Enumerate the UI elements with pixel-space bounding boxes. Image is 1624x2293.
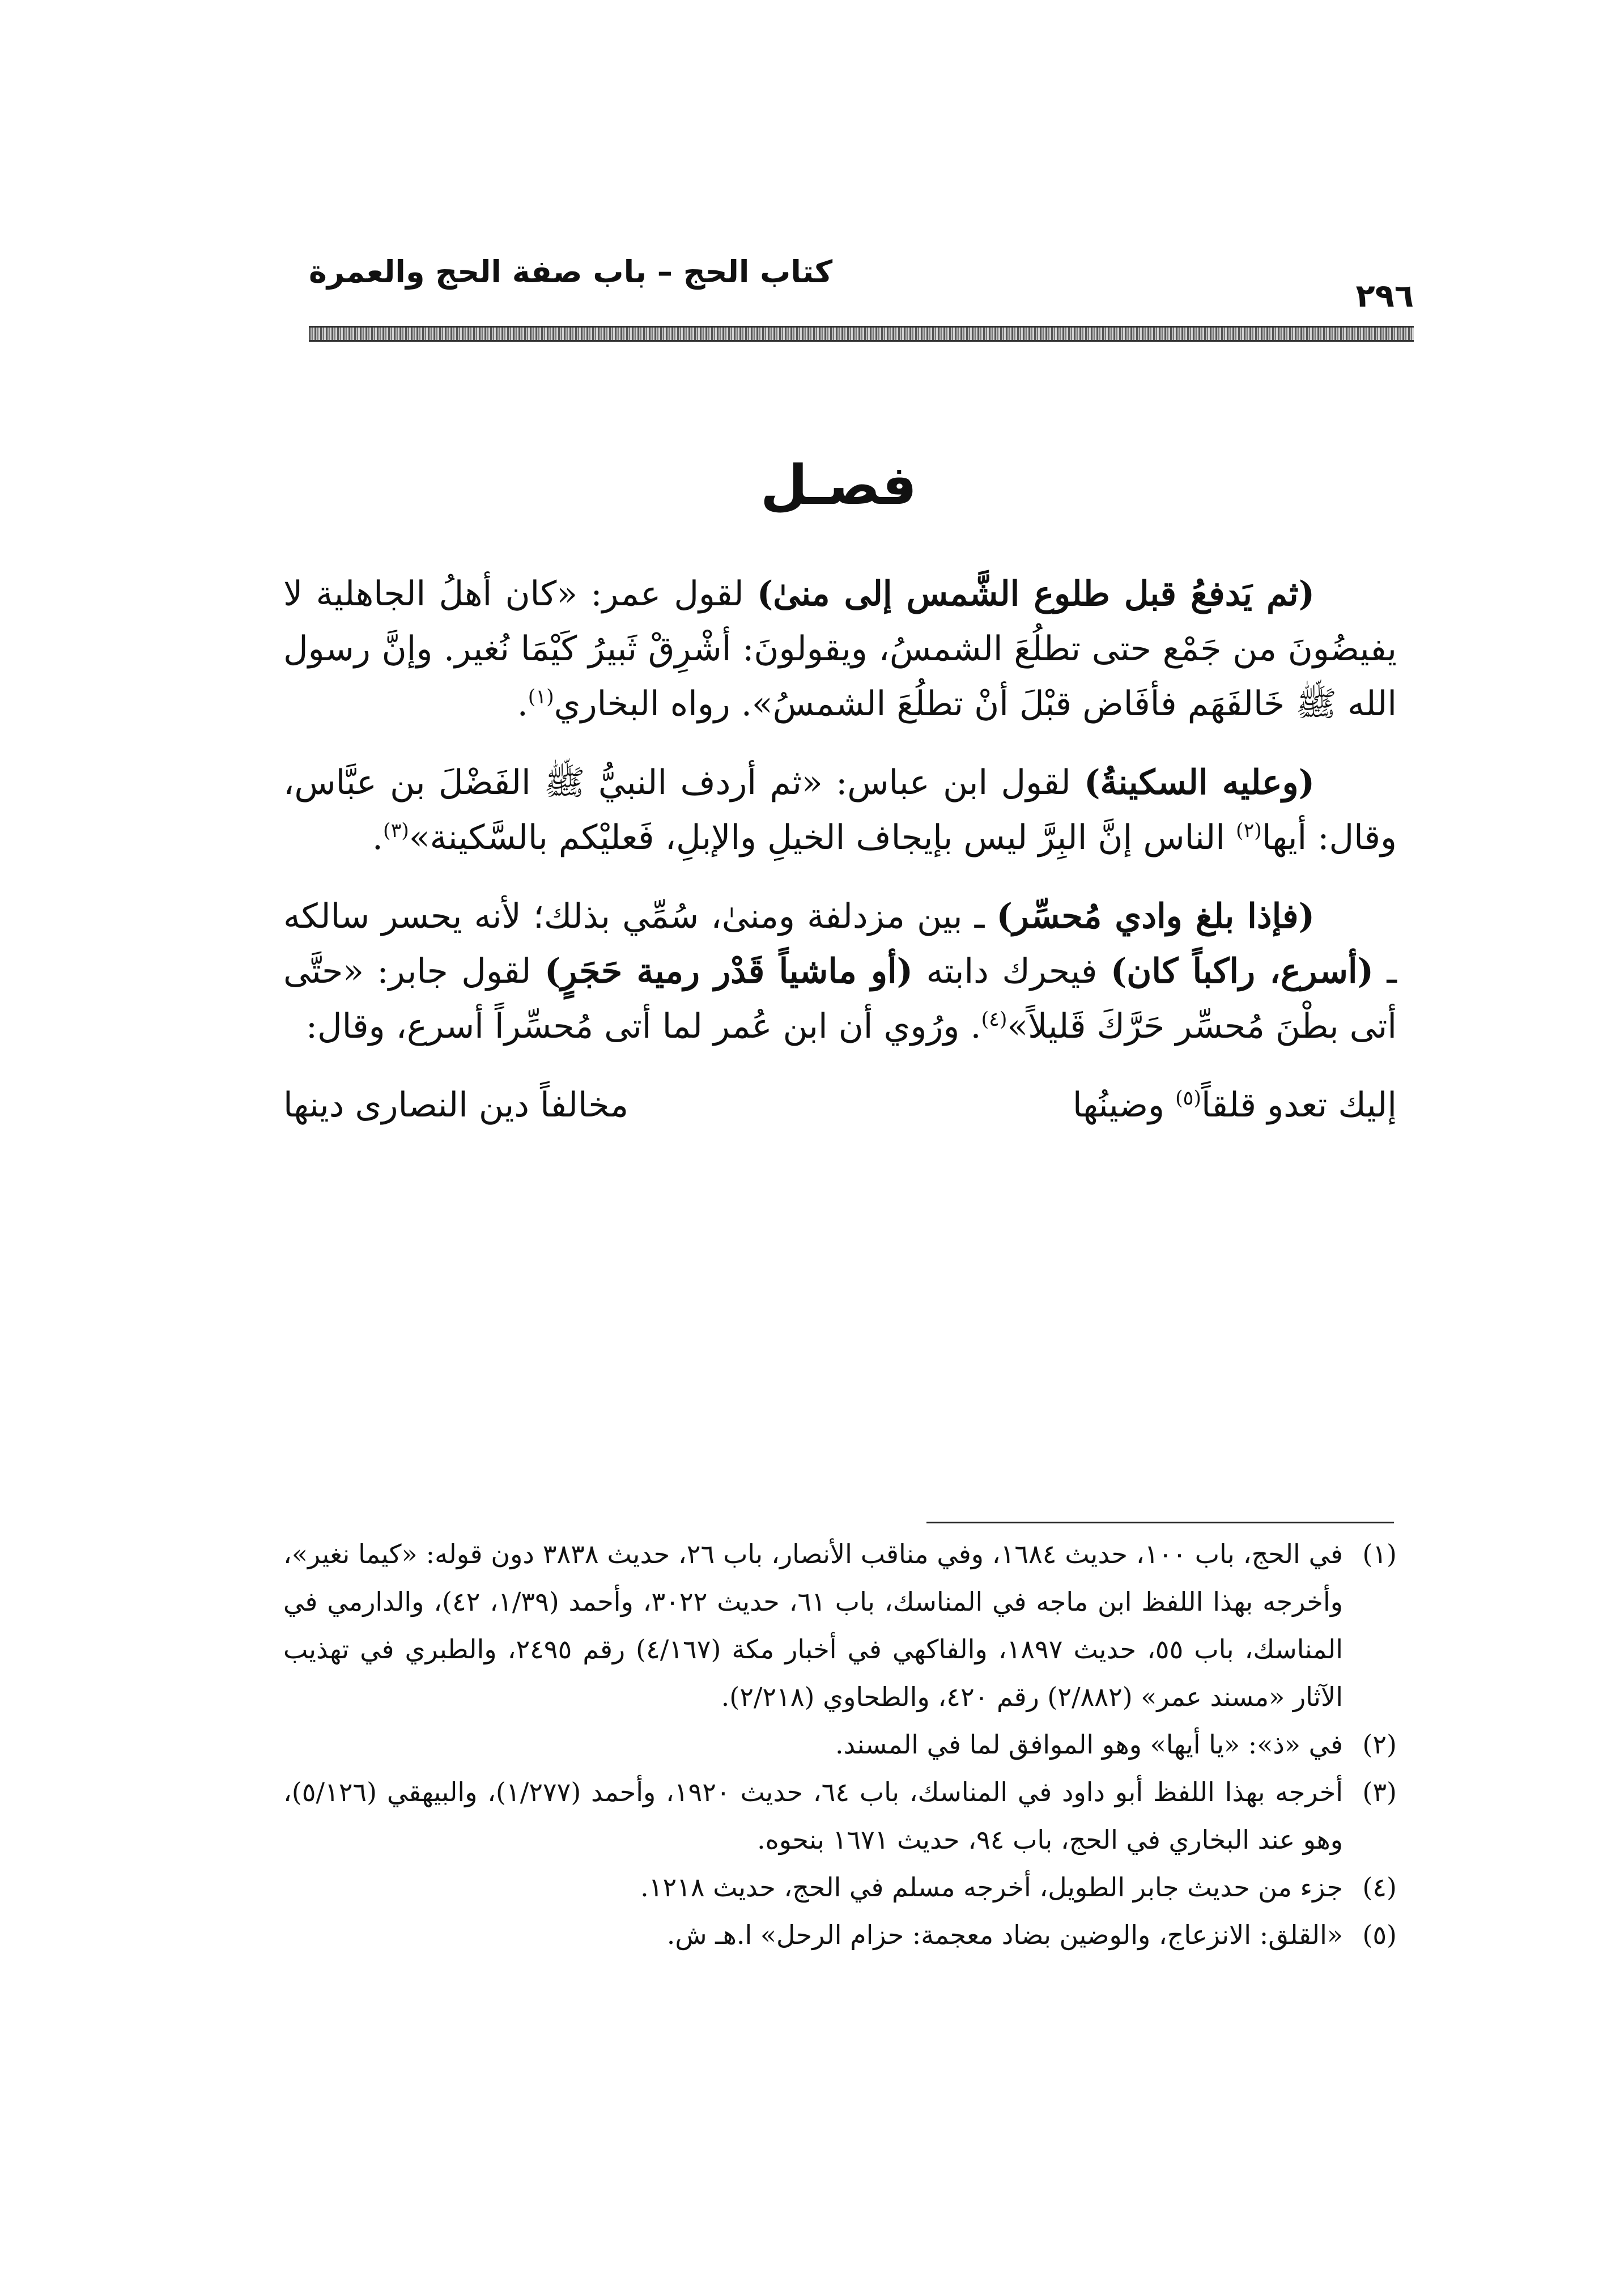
paragraph-end: . xyxy=(517,684,528,724)
commentary-text: لقول جابر: «حتَّى أتى بطْنَ مُحسِّر حَرَّكَ قَليلاً» xyxy=(283,952,1397,1046)
source-text: رواه البخاري xyxy=(554,684,730,724)
poem-hemistich-1 xyxy=(1073,1078,1397,1133)
footnote-ref-4[interactable]: (٤) xyxy=(981,1008,1007,1031)
commentary-text: لقول عمر: «كان أهلُ الجاهلية لا يفيضُونَ من جَمْع حتى تطلُعَ الشمسُ، ويقولونَ: أشْرِقْ ثَبيرُ كَيْمَا نُغير. وإنَّ رسول الله ﷺ خَالفَهَم فأفَاض قبْلَ أنْ تطلُعَ الشمسُ». xyxy=(283,574,1397,724)
matn-text: (وعليه السكينةُ) xyxy=(1084,763,1315,802)
poem-verse xyxy=(283,1078,1397,1133)
header-divider xyxy=(309,326,1414,342)
poem-hemistich-2: مخالفاً دين النصارى دينها xyxy=(283,1085,629,1125)
footnotes xyxy=(283,1530,1397,1959)
paragraph-1 xyxy=(283,567,1397,732)
commentary-text: الناس إنَّ البِرَّ ليس بإيجاف الخيلِ والإبلِ، فَعليْكم بالسَّكينة» xyxy=(409,818,1236,857)
footnote-1 xyxy=(283,1530,1397,1721)
footnote-text: في «ذ»: «يا أيها» وهو الموافق لما في المسند. xyxy=(835,1729,1343,1760)
footnote-number: (٢) xyxy=(1362,1729,1397,1760)
footnote-text: في الحج، باب ١٠٠، حديث ١٦٨٤، وفي مناقب الأنصار، باب ٢٦، حديث ٣٨٣٨ دون قوله: «كيما نغير»، وأخرجه بهذا اللفظ ابن ماجه في المناسك، باب ٦١، حديث ٣٠٢٢، وأحمد (١/٣٩، ٤٢)، والدارمي في المناسك، باب ٥٥، حديث ١٨٩٧، والفاكهي في أخبار مكة (٤/١٦٧) رقم ٢٤٩٥، والطبري في تهذيب الآثار «مسند عمر» (٢/٨٨٢) رقم ٤٢٠، والطحاوي (٢/٢١٨). xyxy=(283,1539,1343,1712)
footnote-ref-1[interactable]: (١) xyxy=(528,686,554,708)
commentary-text: ـ بين مزدلفة ومنىٰ، سُمِّي بذلك؛ لأنه يحسر سالكه ـ xyxy=(283,897,1397,991)
footnote-ref-3[interactable]: (٣) xyxy=(382,819,409,842)
paragraph-end: . xyxy=(372,818,383,857)
footnote-number: (١) xyxy=(1362,1539,1397,1569)
footnote-5 xyxy=(283,1911,1397,1959)
matn-text: (ثم يَدفعُ قبل طلوع الشَّمس إلى منىٰ) xyxy=(756,574,1315,614)
footnote-ref-5[interactable]: (٥) xyxy=(1175,1087,1201,1110)
running-header-title: كتاب الحج – باب صفة الحج والعمرة xyxy=(309,254,833,290)
footnote-number: (٥) xyxy=(1362,1920,1397,1950)
footnote-number: (٤) xyxy=(1362,1872,1397,1903)
paragraph-3 xyxy=(283,889,1397,1054)
footnote-text: «القلق: الانزعاج، والوضين بضاد معجمة: حزام الرحل» ا.هـ ش. xyxy=(666,1920,1343,1950)
main-text xyxy=(283,567,1397,1133)
commentary-text: فيحرك دابته xyxy=(913,952,1111,991)
section-title: فصـل xyxy=(760,453,917,517)
footnote-3 xyxy=(283,1768,1397,1863)
footnote-2 xyxy=(283,1721,1397,1768)
footnote-number: (٣) xyxy=(1362,1777,1397,1807)
matn-text: (أسرع، راكباً كان) xyxy=(1110,952,1374,991)
footnote-ref-2[interactable]: (٢) xyxy=(1236,819,1262,842)
footnote-divider xyxy=(926,1522,1394,1523)
poem-text: وضينُها xyxy=(1072,1085,1176,1125)
footnote-4 xyxy=(283,1863,1397,1911)
footnote-text: أخرجه بهذا اللفظ أبو داود في المناسك، باب ٦٤، حديث ١٩٢٠، وأحمد (١/٢٧٧)، والبيهقي (٥/١٢٦)، وهو عند البخاري في الحج، باب ٩٤، حديث ١٦٧١ بنحوه. xyxy=(283,1777,1343,1855)
footnote-text: جزء من حديث جابر الطويل، أخرجه مسلم في الحج، حديث ١٢١٨. xyxy=(640,1872,1343,1903)
matn-text: (أو ماشياً قَدْر رمية حَجَرٍ) xyxy=(544,952,913,991)
paragraph-2 xyxy=(283,755,1397,865)
matn-text: (فإذا بلغ وادي مُحسِّر) xyxy=(996,897,1315,936)
poem-text: إليك تعدو قلقاً xyxy=(1201,1085,1397,1125)
commentary-text: . ورُوي أن ابن عُمر لما أتى مُحسِّراً أسرع، وقال: xyxy=(305,1007,981,1046)
page-number: ٢٩٦ xyxy=(1355,278,1414,315)
commentary-text: لقول ابن عباس: «ثم أردف النبيُّ ﷺ الفَضْلَ بن عبَّاس، وقال: أيها xyxy=(283,763,1397,857)
